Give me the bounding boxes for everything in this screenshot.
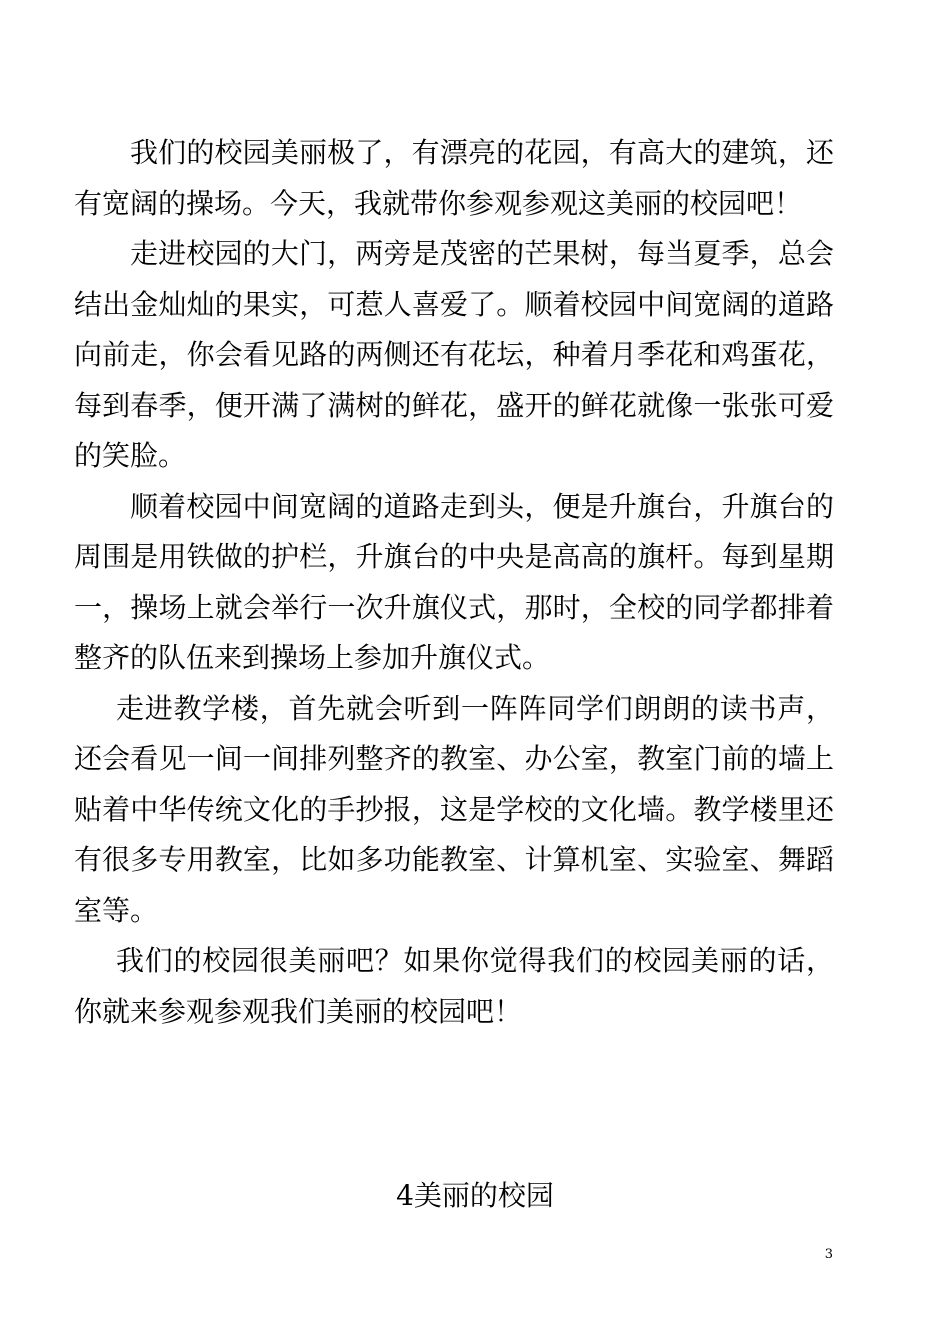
page-number: 3: [824, 1247, 833, 1262]
paragraph-5: 我们的校园很美丽吧？如果你觉得我们的校园美丽的话，你就来参观参观我们美丽的校园吧！: [74, 944, 834, 1028]
paragraph-1: 我们的校园美丽极了，有漂亮的花园，有高大的建筑，还有宽阔的操场。今天，我就带你参观参观这美丽的校园吧！: [74, 136, 834, 220]
paragraph-4: 走进教学楼，首先就会听到一阵阵同学们朗朗的读书声，还会看见一间一间排列整齐的教室、办公室，教室门前的墙上贴着中华传统文化的手抄报，这是学校的文化墙。教学楼里还有很多专用教室，比如多功能教室、计算机室、实验室、舞蹈室等。: [74, 691, 834, 927]
essay-body: [74, 128, 834, 1037]
paragraph-2: 走进校园的大门，两旁是茂密的芒果树，每当夏季，总会结出金灿灿的果实，可惹人喜爱了。顺着校园中间宽阔的道路向前走，你会看见路的两侧还有花坛，种着月季花和鸡蛋花，每到春季，便开满了满树的鲜花，盛开的鲜花就像一张张可爱的笑脸。: [74, 237, 834, 472]
paragraph-3: 顺着校园中间宽阔的道路走到头，便是升旗台，升旗台的周围是用铁做的护栏，升旗台的中央是高高的旗杆。每到星期一，操场上就会举行一次升旗仪式，那时，全校的同学都排着整齐的队伍来到操场上参加升旗仪式。: [74, 489, 834, 674]
essay-title: 4美丽的校园: [396, 1179, 554, 1212]
